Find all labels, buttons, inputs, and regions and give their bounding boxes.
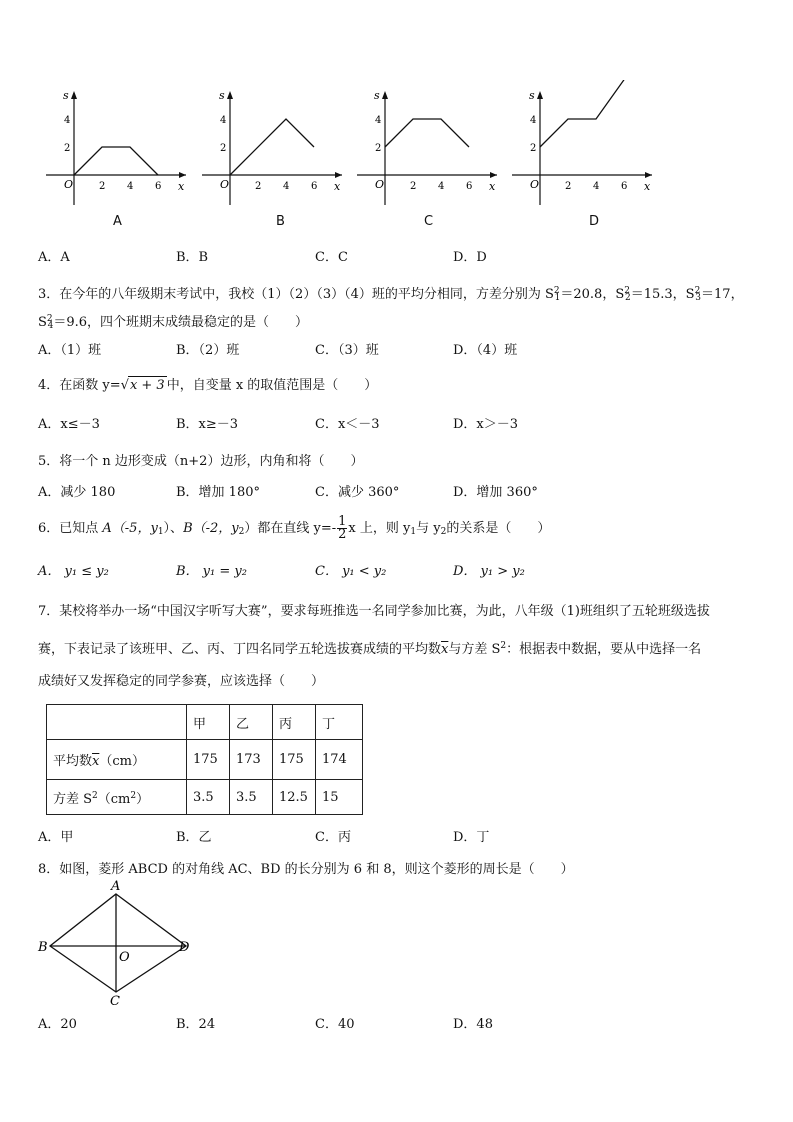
- graph-label-c: C: [424, 214, 434, 229]
- table-cell: 173: [230, 740, 273, 780]
- table-row: [47, 705, 363, 740]
- x-tick-label: 2: [99, 181, 106, 192]
- x-axis-arrow: [645, 172, 652, 178]
- graph-line: [540, 80, 624, 147]
- q6-option-a[interactable]: A． y₁ ≤ y₂: [38, 564, 109, 579]
- x-tick-label: 2: [255, 181, 262, 192]
- q4-radicand: x + 3: [129, 378, 165, 393]
- q8-option-d[interactable]: D．48: [453, 1017, 493, 1032]
- q4-stem: 4．在函数 y=√x + 3 中，自变量 x 的取值范围是（ ）: [38, 378, 378, 393]
- graph-line: [230, 119, 314, 175]
- q2-option-b[interactable]: B．B: [176, 250, 209, 265]
- graph-line: [385, 119, 469, 147]
- q5-option-a[interactable]: A．减少 180: [38, 485, 116, 500]
- x-tick-label: 6: [621, 181, 628, 192]
- distance-time-graphs: [0, 80, 793, 210]
- y-axis-arrow: [382, 91, 388, 99]
- rhombus-outline: [50, 894, 186, 992]
- origin-label: O: [64, 178, 74, 191]
- y-tick-label: 2: [64, 143, 71, 154]
- x-tick-label: 2: [565, 181, 572, 192]
- q7-option-a[interactable]: A．甲: [38, 830, 74, 845]
- y-tick-label: 2: [530, 143, 537, 154]
- axis-label-x: x: [644, 180, 651, 193]
- x-axis-arrow: [179, 172, 186, 178]
- x-tick-label: 6: [155, 181, 162, 192]
- q4-option-d[interactable]: D．x＞－3: [453, 417, 519, 432]
- axis-label-s: s: [63, 89, 69, 102]
- x-tick-label: 6: [311, 181, 318, 192]
- table-cell: 175: [187, 740, 230, 780]
- q7-stem-line1: 7．某校将举办一场“中国汉字听写大赛”，要求每班推选一名同学参加比赛，为此，八年级（1)班组织了五轮班级选拔: [38, 604, 710, 619]
- table-row: [47, 740, 363, 780]
- y-axis-arrow: [227, 91, 233, 99]
- q4-option-a[interactable]: A．x≤－3: [38, 417, 100, 432]
- q2-option-d[interactable]: D．D: [453, 250, 487, 265]
- q2-option-a[interactable]: A．A: [38, 250, 70, 265]
- x-tick-label: 4: [593, 181, 600, 192]
- q7-score-table: [46, 704, 363, 815]
- x-tick-label: 2: [410, 181, 417, 192]
- x-tick-label: 4: [283, 181, 290, 192]
- q6-fraction: $\frac{1}{2}$: [338, 514, 347, 542]
- q6-stem: 6．已知点 A（-5，$y_1$）、B（-2，$y_2$）都在直线 y=- $\frac{1}{2}$ x 上，则 $y_1$与 $y_2$的关系是（ ）: [38, 514, 551, 542]
- q3-stem-line2: $S^2_4=9.6$，四个班期末成绩最稳定的是（ ）: [38, 314, 309, 331]
- table-header-blank: [47, 705, 187, 740]
- table-header-ding: 丁: [316, 705, 363, 740]
- q6-option-b[interactable]: B． y₁ = y₂: [176, 564, 247, 579]
- y-tick-label: 4: [220, 115, 227, 126]
- table-cell: 3.5: [230, 780, 273, 815]
- q4-option-c[interactable]: C．x＜－3: [315, 417, 380, 432]
- vertex-label-d: D: [179, 940, 190, 955]
- y-tick-label: 2: [375, 143, 382, 154]
- axis-label-x: x: [178, 180, 185, 193]
- axis-label-x: x: [489, 180, 496, 193]
- graph-label-a: A: [113, 214, 122, 229]
- q4-option-b[interactable]: B．x≥－3: [176, 417, 239, 432]
- y-tick-label: 4: [375, 115, 382, 126]
- y-tick-label: 4: [64, 115, 71, 126]
- q5-option-b[interactable]: B．增加 180°: [176, 485, 260, 500]
- axis-label-s: s: [374, 89, 380, 102]
- center-label-o: O: [119, 950, 130, 965]
- x-tick-label: 6: [466, 181, 473, 192]
- origin-label: O: [220, 178, 230, 191]
- table-cell: 174: [316, 740, 363, 780]
- x-axis-arrow: [490, 172, 497, 178]
- q7-option-b[interactable]: B．乙: [176, 830, 212, 845]
- table-row: [47, 780, 363, 815]
- q3-option-c[interactable]: C．（3）班: [315, 343, 379, 358]
- q7-stem-line3: 成绩好又发挥稳定的同学参赛，应该选择（ ）: [38, 674, 325, 689]
- q7-option-d[interactable]: D．丁: [453, 830, 490, 845]
- table-header-jia: 甲: [187, 705, 230, 740]
- table-cell: 12.5: [273, 780, 316, 815]
- table-cell: 3.5: [187, 780, 230, 815]
- q5-stem: 5．将一个 n 边形变成（n+2）边形，内角和将（ ）: [38, 454, 364, 469]
- q8-option-c[interactable]: C．40: [315, 1017, 355, 1032]
- x-axis-arrow: [335, 172, 342, 178]
- vertex-label-a: A: [111, 880, 121, 894]
- q3-stem-line1: 3．在今年的八年级期末考试中，我校（1）（2）（3）（4）班的平均分相同，方差分别为 $S^2_1=20.8$，$S^2_2=15.3$，$S^2_3=17$，: [38, 286, 744, 303]
- q8-option-b[interactable]: B．24: [176, 1017, 216, 1032]
- q8-option-a[interactable]: A．20: [38, 1017, 77, 1032]
- graph-label-d: D: [589, 214, 600, 229]
- y-axis-arrow: [71, 91, 77, 99]
- table-header-yi: 乙: [230, 705, 273, 740]
- x-tick-label: 4: [438, 181, 445, 192]
- q8-stem: 8．如图，菱形 ABCD 的对角线 AC、BD 的长分别为 6 和 8，则这个菱形的周长是（ ）: [38, 862, 574, 877]
- y-tick-label: 4: [530, 115, 537, 126]
- y-tick-label: 2: [220, 143, 227, 154]
- q7-stem-line2: 赛，下表记录了该班甲、乙、丙、丁四名同学五轮选拔赛成绩的平均数$\overline{x}$与方差 $S^2$：根据表中数据，要从中选择一名: [38, 641, 702, 657]
- q5-option-c[interactable]: C．减少 360°: [315, 485, 400, 500]
- graph-label-b: B: [276, 214, 285, 229]
- table-cell: 175: [273, 740, 316, 780]
- table-cell: 15: [316, 780, 363, 815]
- q7-option-c[interactable]: C．丙: [315, 830, 351, 845]
- axis-label-x: x: [334, 180, 341, 193]
- table-header-bing: 丙: [273, 705, 316, 740]
- q2-option-c[interactable]: C．C: [315, 250, 348, 265]
- y-axis-arrow: [537, 91, 543, 99]
- table-row-label-variance: 方差 $S^2(cm^2)$: [47, 780, 187, 815]
- origin-label: O: [530, 178, 540, 191]
- vertex-label-c: C: [110, 994, 120, 1009]
- origin-label: O: [375, 178, 385, 191]
- graph-line: [74, 147, 158, 175]
- vertex-label-b: B: [38, 940, 48, 955]
- q5-option-d[interactable]: D．增加 360°: [453, 485, 538, 500]
- rhombus-diagram: [30, 880, 210, 1010]
- q3-option-a[interactable]: A．（1）班: [38, 343, 102, 358]
- q6-option-c[interactable]: C． y₁ < y₂: [315, 564, 387, 579]
- table-row-label-mean: 平均数$\overline{x}(cm)$: [47, 740, 187, 780]
- q3-option-d[interactable]: D．（4）班: [453, 343, 518, 358]
- q6-option-d[interactable]: D． y₁ > y₂: [453, 564, 525, 579]
- x-tick-label: 4: [127, 181, 134, 192]
- axis-label-s: s: [219, 89, 225, 102]
- axis-label-s: s: [529, 89, 535, 102]
- q3-option-b[interactable]: B．（2）班: [176, 343, 240, 358]
